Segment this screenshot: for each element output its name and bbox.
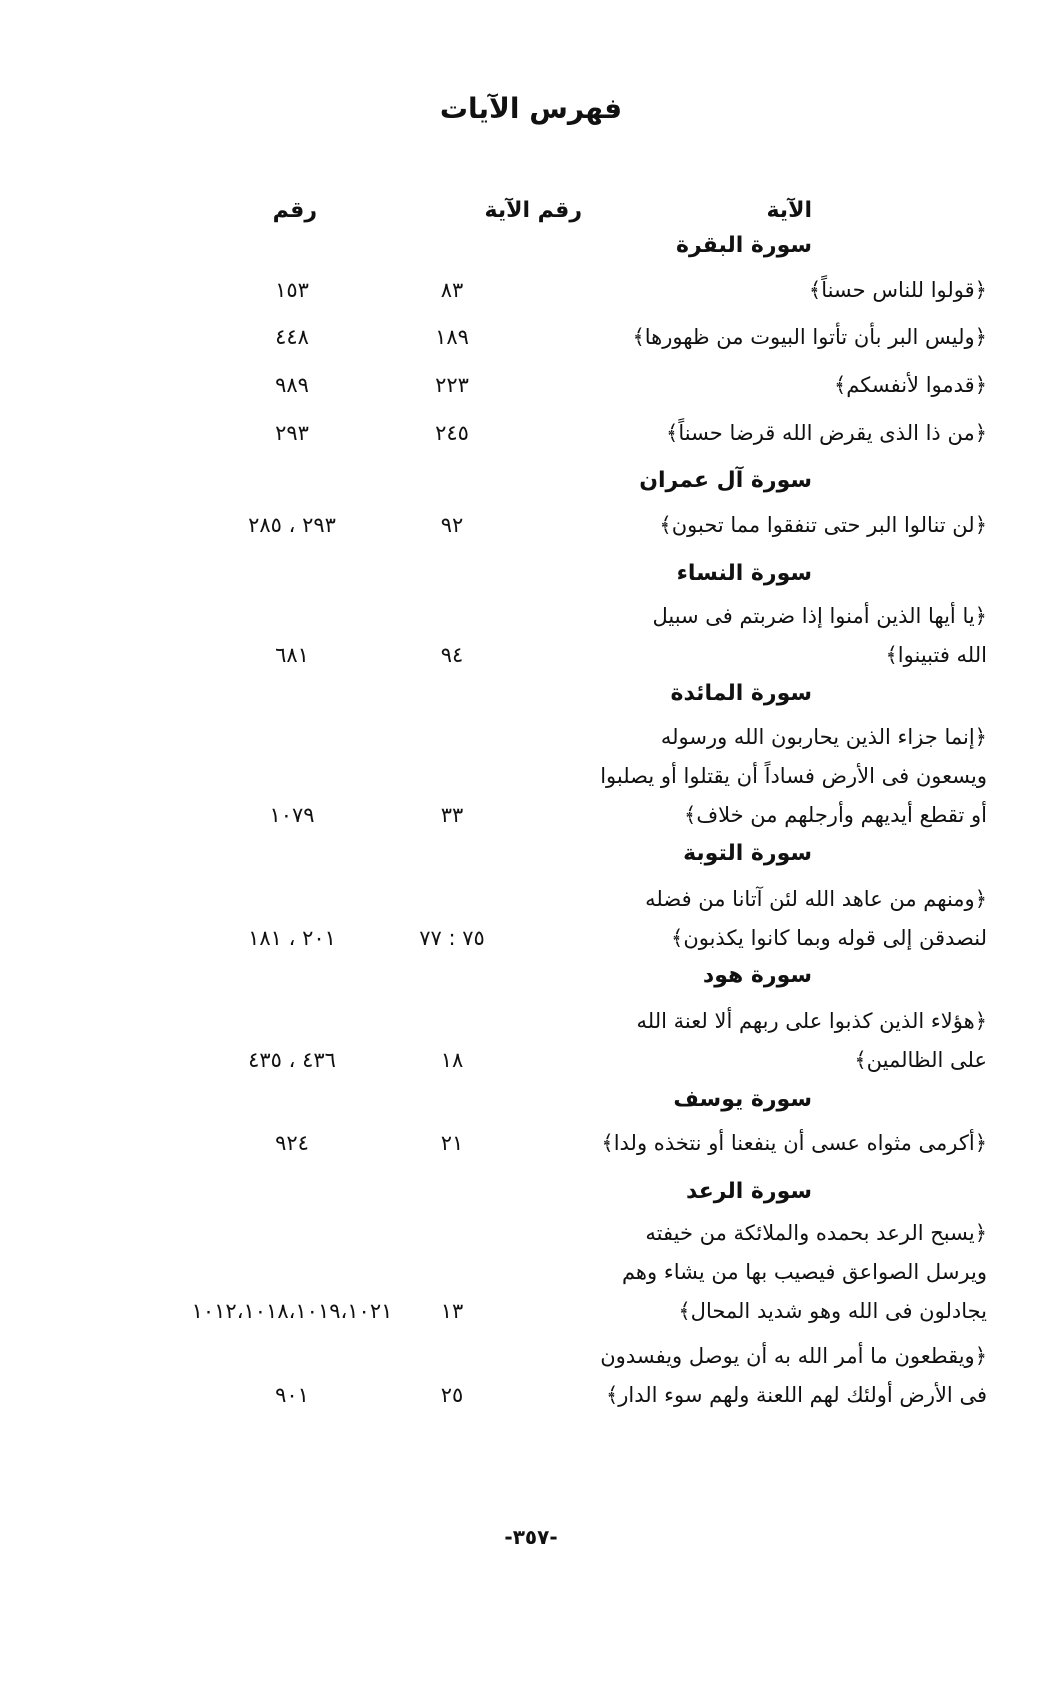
page-reference: ٢٩٣ [275, 421, 309, 445]
page-reference: ١٥٣ [275, 278, 309, 302]
surah-heading: سورة البقرة [675, 233, 812, 258]
verse-number: ٢٤٥ [435, 421, 469, 445]
verse-text: ﴿يسبح الرعد بحمده والملائكة من خيفته ويرسل الصواعق فيصيب بها من يشاء وهم يجادلون فى الله وهو شديد المحال﴾ [621, 1221, 987, 1323]
verse-number: ٢١ [440, 1131, 464, 1155]
verse-text: ﴿يا أيها الذين أمنوا إذا ضربتم فى سبيل الله فتبينوا﴾ [652, 604, 987, 667]
verse-text: ﴿قولوا للناس حسناً﴾ [808, 278, 987, 302]
surah-heading: سورة يوسف [673, 1087, 812, 1112]
verse-text: ﴿وليس البر بأن تأتوا البيوت من ظهورها﴾ [632, 325, 987, 349]
verse-text: ﴿إنما جزاء الذين يحاربون الله ورسوله ويسعون فى الأرض فساداً أن يقتلوا أو يصلبوا أو تقطع أيديهم وأرجلهم من خلاف﴾ [600, 725, 987, 827]
page-reference: ١٠١٢،١٠١٨،١٠١٩،١٠٢١ [191, 1299, 393, 1323]
page-reference: ٢٩٣ ، ٢٨٥ [248, 513, 336, 537]
verse-number: ٩٤ [440, 643, 464, 667]
page-reference: ٤٤٨ [275, 325, 309, 349]
verse-number: ١٨٩ [435, 325, 469, 349]
verse-number: ٢٥ [440, 1383, 464, 1407]
verse-text: ﴿قدموا لأنفسكم﴾ [833, 373, 987, 397]
surah-heading: سورة هود [702, 963, 812, 988]
surah-heading: سورة التوبة [683, 841, 812, 866]
page-title: فهرس الآيات [439, 92, 623, 125]
verse-text: ﴿من ذا الذى يقرض الله قرضا حسناً﴾ [666, 421, 987, 445]
surah-heading: سورة النساء [676, 561, 812, 586]
verse-number: ٧٥ : ٧٧ [419, 926, 485, 950]
verse-number: ١٨ [440, 1048, 464, 1072]
verse-text: ﴿لن تنالوا البر حتى تنفقوا مما تحبون﴾ [659, 513, 987, 537]
page-reference: ٩٢٤ [275, 1131, 309, 1155]
surah-heading: سورة المائدة [670, 681, 812, 706]
page-reference: ٩٠١ [275, 1383, 309, 1407]
verse-text: ﴿هؤلاء الذين كذبوا على ربهم ألا لعنة الله على الظالمين﴾ [636, 1009, 987, 1072]
column-header-verse-number: رقم الآية [484, 198, 582, 223]
verse-text: ﴿أكرمى مثواه عسى أن ينفعنا أو نتخذه ولدا﴾ [601, 1131, 987, 1155]
page-reference: ٤٣٦ ، ٤٣٥ [248, 1048, 336, 1072]
page-reference: ٦٨١ [275, 643, 309, 667]
surah-heading: سورة الرعد [686, 1179, 812, 1204]
column-header-reference: رقم [272, 198, 317, 223]
surah-heading: سورة آل عمران [639, 468, 812, 493]
verse-text: ﴿ويقطعون ما أمر الله به أن يوصل ويفسدون فى الأرض أولئك لهم اللعنة ولهم سوء الدار﴾ [600, 1344, 987, 1407]
page-number: -٣٥٧- [504, 1525, 558, 1549]
verse-number: ٣٣ [440, 803, 464, 827]
verse-text: ﴿ومنهم من عاهد الله لئن آتانا من فضله لنصدقن إلى قوله وبما كانوا يكذبون﴾ [645, 887, 987, 950]
verse-number: ٩٢ [440, 513, 464, 537]
verse-number: ٨٣ [440, 278, 464, 302]
page-reference: ١٠٧٩ [269, 803, 315, 827]
verse-number: ٢٢٣ [435, 373, 469, 397]
verse-number: ١٣ [440, 1299, 464, 1323]
column-header-verse: الآية [766, 198, 812, 223]
page-reference: ٢٠١ ، ١٨١ [248, 926, 336, 950]
page-reference: ٩٨٩ [275, 373, 309, 397]
